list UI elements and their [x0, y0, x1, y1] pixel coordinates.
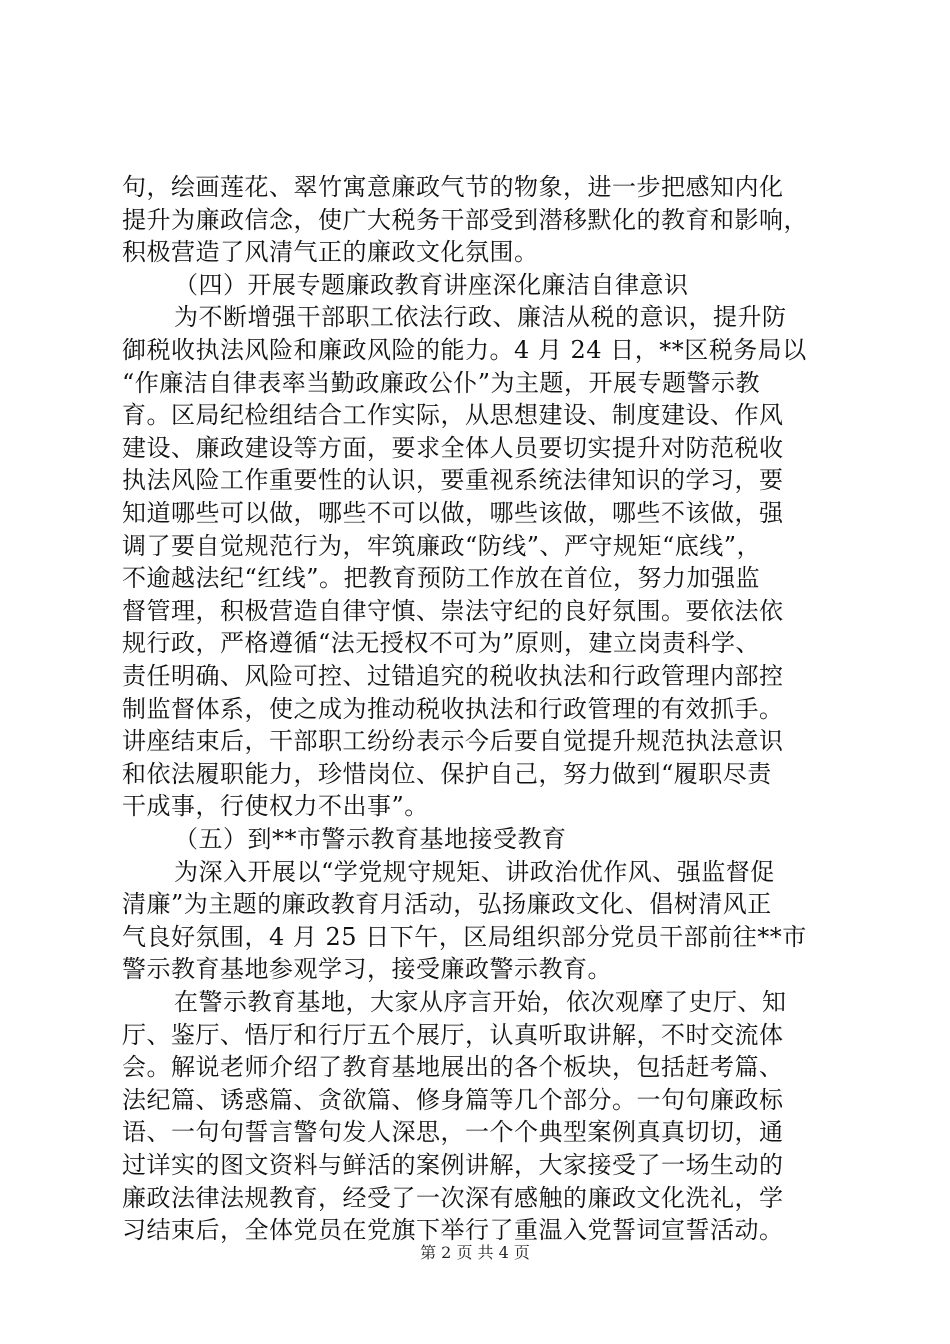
text-line: “作廉洁自律表率当勤政廉政公仆”为主题，开展专题警示教	[122, 368, 761, 397]
text-line: 为不断增强干部职工依法行政、廉洁从税的意识，提升防	[174, 303, 787, 332]
text-line: 句，绘画莲花、翠竹寓意廉政气节的物象，进一步把感知内化	[122, 173, 784, 201]
text-line: 讲座结束后，干部职工纷纷表示今后要自觉提升规范执法意识	[122, 727, 784, 756]
text-line: 知道哪些可以做，哪些不可以做，哪些该做，哪些不该做，强	[122, 499, 784, 527]
text-line: 过详实的图文资料与鲜活的案例讲解，大家接受了一场生动的	[122, 1151, 784, 1179]
text-line: 会。解说老师介绍了教育基地展出的各个板块，包括赶考篇、	[122, 1053, 784, 1082]
section-heading: （五）到**市警示教育基地接受教育	[174, 825, 567, 853]
text-line: 习结束后，全体党员在党旗下举行了重温入党誓词宣誓活动。	[122, 1216, 784, 1245]
text-line: 法纪篇、诱惑篇、贪欲篇、修身篇等几个部分。一句句廉政标	[122, 1085, 784, 1114]
section-heading: （四）开展专题廉政教育讲座深化廉洁自律意识	[174, 270, 689, 299]
text-line: 不逾越法纪“红线”。把教育预防工作放在首位，努力加强监	[122, 564, 761, 593]
text-line: 督管理，积极营造自律守慎、崇法守纪的良好氛围。要依法依	[122, 596, 784, 625]
text-line: 执法风险工作重要性的认识，要重视系统法律知识的学习，要	[122, 466, 784, 495]
text-line: 气良好氛围，4 月 25 日下午，区局组织部分党员干部前往**市	[122, 922, 807, 951]
page-number: 第 2 页 共 4 页	[420, 1243, 530, 1262]
text-line: 干成事，行使权力不出事”。	[122, 792, 429, 821]
text-line: 育。区局纪检组结合工作实际，从思想建设、制度建设、作风	[122, 401, 784, 430]
text-line: 在警示教育基地，大家从序言开始，依次观摩了史厅、知	[174, 988, 787, 1016]
text-line: 厅、鉴厅、悟厅和行厅五个展厅，认真听取讲解，不时交流体	[122, 1020, 784, 1049]
text-line: 和依法履职能力，珍惜岗位、保护自己，努力做到“履职尽责	[122, 759, 772, 788]
text-line: 规行政，严格遵循“法无授权不可为”原则，建立岗责科学、	[122, 629, 761, 658]
text-line: 御税收执法风险和廉政风险的能力。4 月 24 日，**区税务局以	[122, 336, 807, 364]
text-line: 提升为廉政信念，使广大税务干部受到潜移默化的教育和影响，	[122, 205, 808, 234]
text-line: 警示教育基地参观学习，接受廉政警示教育。	[122, 955, 612, 984]
text-line: 语、一句句誓言警句发人深思，一个个典型案例真真切切，通	[122, 1118, 784, 1147]
text-line: 调了要自觉规范行为，牢筑廉政“防线”、严守规矩“底线”，	[122, 531, 762, 560]
text-line: 建设、廉政建设等方面，要求全体人员要切实提升对防范税收	[122, 433, 784, 462]
text-line: 清廉”为主题的廉政教育月活动，弘扬廉政文化、倡树清风正	[122, 890, 772, 919]
text-line: 为深入开展以“学党规守规矩、讲政治优作风、强监督促	[174, 857, 775, 886]
text-line: 制监督体系，使之成为推动税收执法和行政管理的有效抓手。	[122, 694, 784, 723]
text-line: 廉政法律法规教育，经受了一次深有感触的廉政文化洗礼，学	[122, 1183, 784, 1212]
text-line: 责任明确、风险可控、过错追究的税收执法和行政管理内部控	[122, 662, 784, 690]
text-line: 积极营造了风清气正的廉政文化氛围。	[122, 238, 539, 267]
